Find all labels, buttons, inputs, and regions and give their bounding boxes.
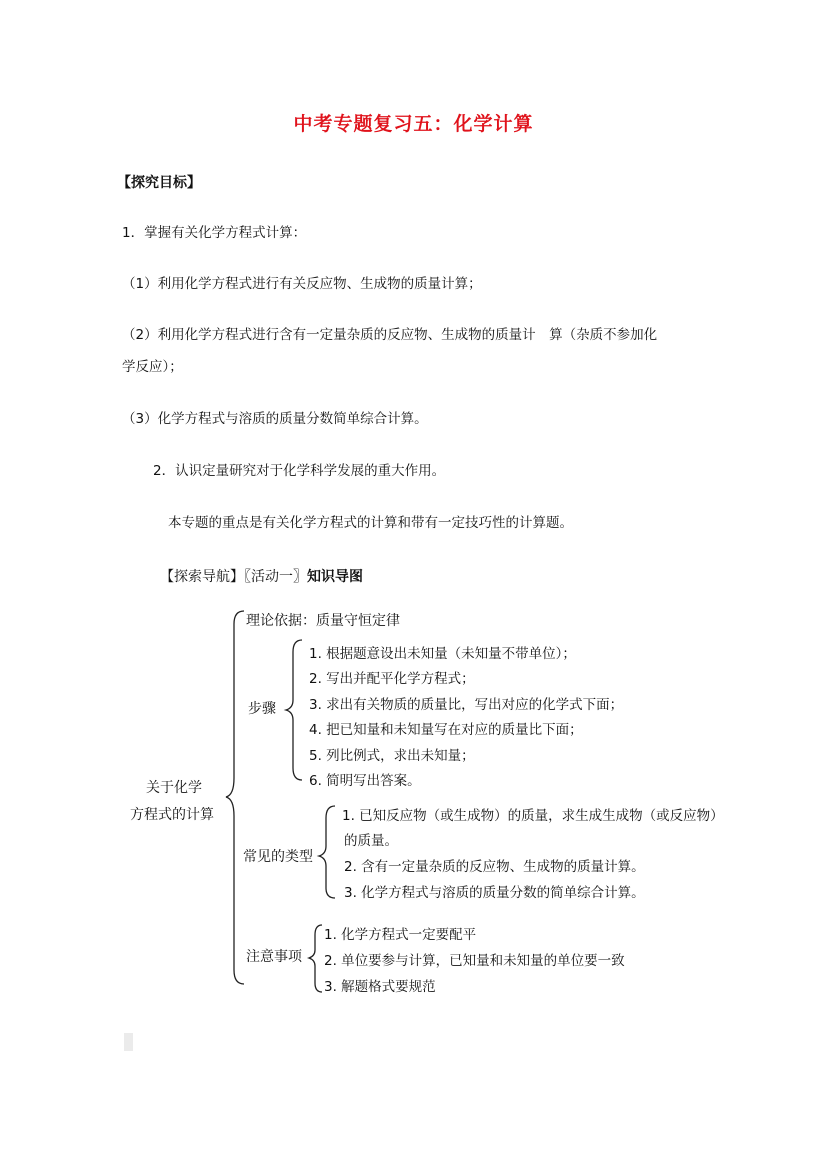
focus-statement: 本专题的重点是有关化学方程式的计算和带有一定技巧性的计算题。 [168,515,573,531]
objective-1: 1．掌握有关化学方程式计算： [122,225,307,241]
note-item: 1. 化学方程式一定要配平 [324,927,477,943]
navigation-prefix: 【探索导航】〖活动一〗 [160,569,307,585]
document-title: 中考专题复习五：化学计算 [293,113,534,135]
navigation-keyword: 知识导图 [307,569,363,585]
notes-brace [309,925,322,992]
mindmap-types-label: 常见的类型 [243,849,313,865]
mindmap-notes-label: 注意事项 [246,949,302,965]
mindmap-root-line2: 方程式的计算 [130,807,214,823]
objectives-heading: 【探究目标】 [117,175,201,191]
step-item: 5. 列比例式，求出未知量； [309,748,475,764]
navigation-heading [160,566,363,586]
step-item: 1. 根据题意设出未知量（未知量不带单位）； [309,646,576,662]
note-item: 3. 解题格式要规范 [324,979,436,995]
mindmap-steps-label: 步骤 [248,701,276,717]
objective-1-2-line1: （2）利用化学方程式进行含有一定量杂质的反应物、生成物的质量计 算（杂质不参加化 [122,327,658,343]
types-brace [319,806,335,898]
objective-2: 2．认识定量研究对于化学科学发展的重大作用。 [153,463,446,479]
main-brace [226,611,244,984]
step-item: 6. 简明写出答案。 [309,773,421,789]
step-item: 3. 求出有关物质的质量比，写出对应的化学式下面； [309,697,624,713]
type-item: 3. 化学方程式与溶质的质量分数的简单综合计算。 [344,885,645,901]
steps-brace [286,640,302,780]
step-item: 4. 把已知量和未知量写在对应的质量比下面； [309,722,583,738]
type-item: 的质量。 [344,833,398,849]
step-item: 2. 写出并配平化学方程式； [309,671,475,687]
objective-1-2-line2: 学反应）； [122,359,183,375]
mindmap-root-line1: 关于化学 [146,780,202,796]
mindmap-theory: 理论依据：质量守恒定律 [246,613,400,629]
note-item: 2. 单位要参与计算，已知量和未知量的单位要一致 [324,953,625,969]
cursor-marker [124,1033,133,1051]
type-item: 2. 含有一定量杂质的反应物、生成物的质量计算。 [344,859,645,875]
objective-1-3: （3）化学方程式与溶质的质量分数简单综合计算。 [122,411,428,427]
objective-1-1: （1）利用化学方程式进行有关反应物、生成物的质量计算； [122,276,482,292]
type-item: 1. 已知反应物（或生成物）的质量，求生成生成物（或反应物） [342,808,724,824]
